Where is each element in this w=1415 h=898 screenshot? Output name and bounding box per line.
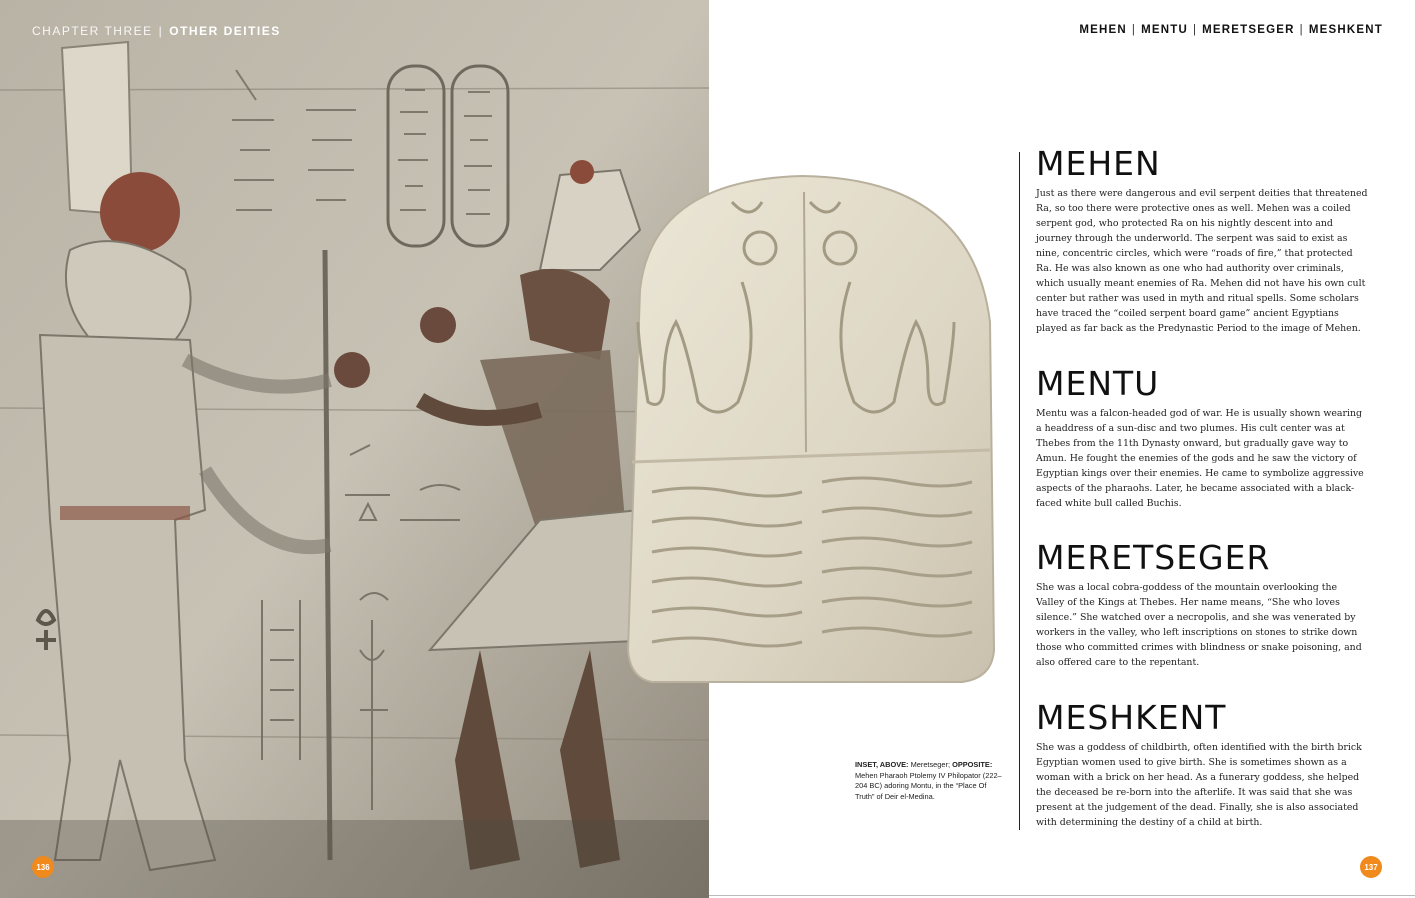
entry-meshkent [1036,700,1368,830]
running-head [1079,24,1383,36]
chapter-separator: | [158,24,164,38]
running-head-item: MENTU [1141,24,1188,36]
chapter-label [32,24,281,38]
caption-text: Mehen Pharaoh Ptolemy IV Philopator (222–204 BC) adoring Montu, in the “Place Of Truth” of Deir el-Medina. [855,770,1002,801]
entry-body: She was a local cobra-goddess of the mountain overlooking the Valley of the Kings at Thebes. Her name means, “She who loves silence.” She watched over a necropolis, and she was venerated by workers in the valley, who left inscriptions on stones to strike down those who committed crimes with blindness or snake poisoning, and also offered care to the repentant. [1036,582,1362,668]
page-bottom-edge [709,895,1415,896]
entry-meretseger [1036,540,1368,670]
entry-mentu [1036,366,1368,511]
chapter-title: CHAPTER THREE [32,24,153,38]
running-head-separator: | [1131,24,1137,36]
running-head-item: MEHEN [1079,24,1127,36]
entry-title: MENTU [1036,364,1160,403]
running-head-item: MESHKENT [1308,24,1383,36]
entry-mehen [1036,146,1368,336]
photo-caption [855,760,1005,802]
entry-body: She was a goddess of childbirth, often identified with the birth brick Egyptian women used to give birth. She is sometimes shown as a woman with a brick on her head. As a funerary goddess, she helped the deceased be re-born into the afterlife. It was said that she was present at the judgement of the dead. Finally, she is also associated with determining the destiny of a child at birth. [1036,742,1362,828]
running-head-separator: | [1299,24,1304,36]
entry-body: Mentu was a falcon-headed god of war. He is usually shown wearing a headdress of a sun-disc and two plumes. His cult center was at Thebes from the 11th Dynasty onward, but gradually gave way to Amun. He fought the enemies of the gods and he saw the victory of Egyptian kings over their enemies. He came to symbolize aggressive aspects of the pharaohs. Later, he became associated with a black-faced white bull called Buchis. [1036,408,1364,509]
running-head-item: MERETSEGER [1202,24,1295,36]
running-head-separator: | [1192,24,1198,36]
vertical-rule [1019,152,1020,830]
caption-text: Meretseger; [908,760,953,769]
entry-body: Just as there were dangerous and evil serpent deities that threatened Ra, so too there were protective ones as well. Mehen was a coiled serpent god, who protected Ra on his nightly descent into and journey through the underworld. The serpent was said to exist as nine, concentric circles, which were “roads of fire,” that protected Ra. He was also known as one who had authority over criminals, which usually meant enemies of Ra. Mehen did not have his own cult center but rather was used in myth and ritual spells. Some scholars have traced the “coiled serpent board game” ancient Egyptians played as far back as the Predynastic Period to the image of Mehen. [1036,188,1368,334]
entry-title: MESHKENT [1036,698,1227,737]
entry-title: MERETSEGER [1036,538,1271,577]
stela-photo [622,172,998,692]
page-number-right: 137 [1360,856,1382,878]
caption-label: INSET, ABOVE: [855,760,909,769]
caption-label: OPPOSITE: [952,760,993,769]
section-title: OTHER DEITIES [169,24,281,38]
entry-title: MEHEN [1036,144,1161,183]
page-number-left: 136 [32,856,54,878]
